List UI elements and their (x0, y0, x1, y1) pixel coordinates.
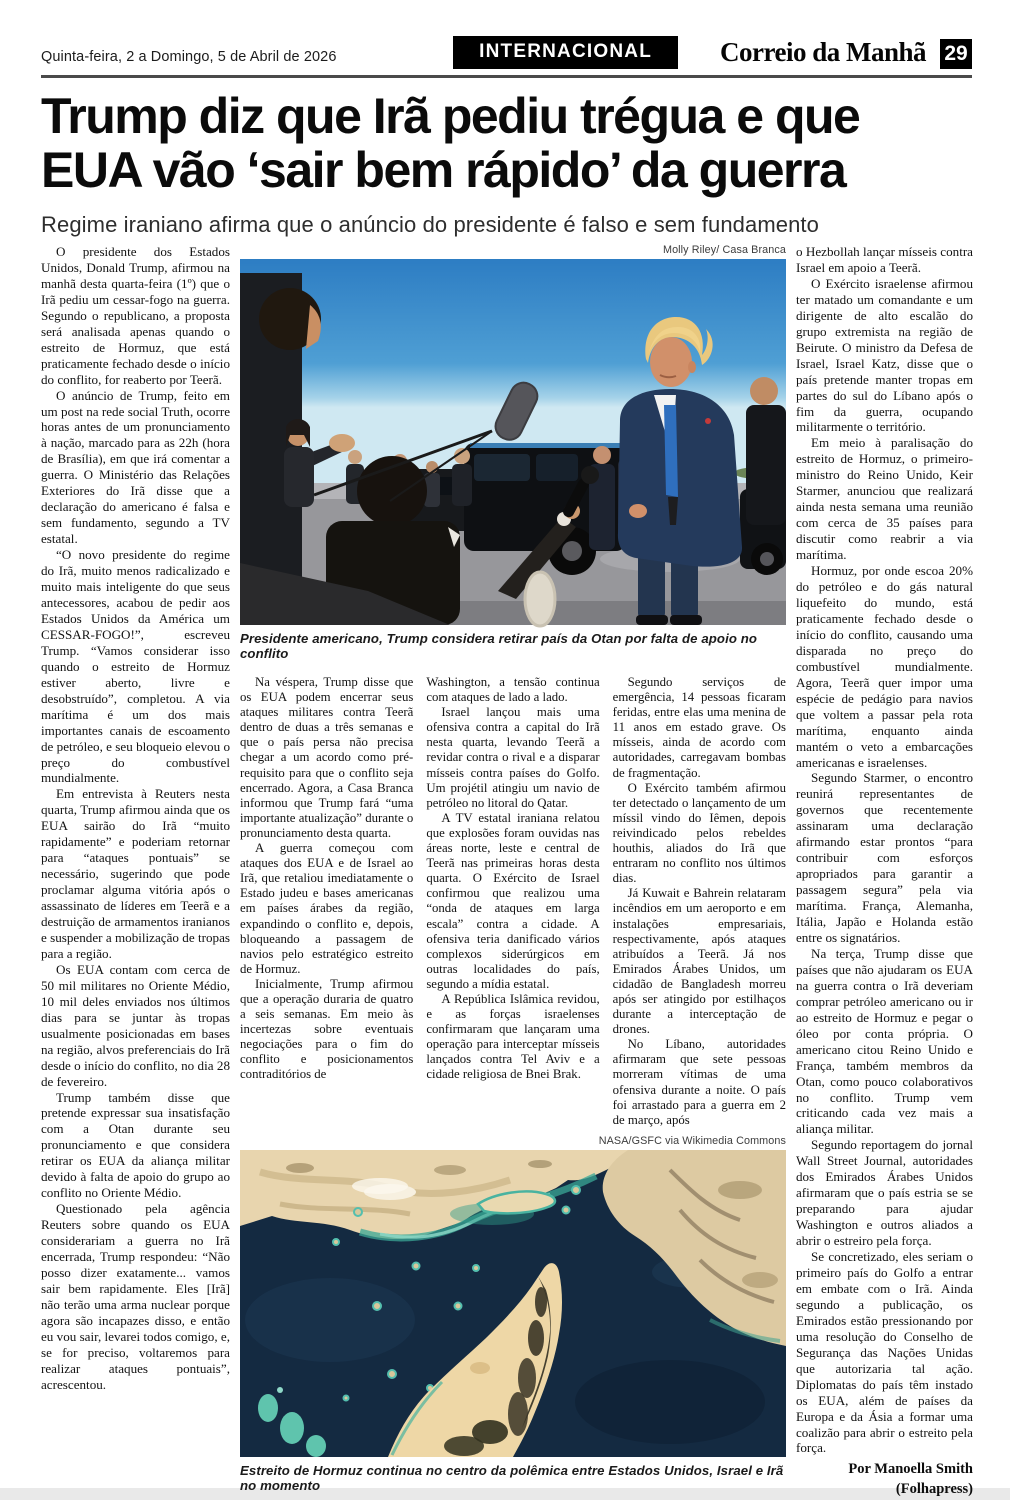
furry-mic (525, 572, 555, 626)
edition-date: Quinta-feira, 2 a Domingo, 5 de Abril de 2026 (41, 49, 337, 65)
article-paragraph: Israel lançou mais uma ofensiva contra a capital do Irã nesta quarta, levando Teerã a revidar contra o rival e a disparar mísseis contra países do Golfo. Um projétil atingiu um navio de petróleo no litoral do Qatar. (426, 705, 600, 810)
article-paragraph: Inicialmente, Trump afirmou que a operação duraria de quatro a seis semanas. Em meio às incertezas sobre eventuais negociações para o fim do conflito e posicionamentos contraditórios de (240, 976, 414, 1082)
photo2-credit: NASA/GSFC via Wikimedia Commons (598, 1135, 786, 1147)
photo1-credit: Molly Riley/ Casa Branca (662, 244, 786, 256)
section-label: INTERNACIONAL (453, 36, 678, 69)
article-column-1 (41, 244, 230, 1500)
article-paragraph: A República Islâmica revidou, e as forças israelenses confirmaram que lançaram uma operação para interceptar mísseis lançados contra Tel Aviv e a cidade religiosa de Bnei Brak. (426, 991, 600, 1082)
masthead (41, 36, 972, 69)
article-paragraph: A guerra começou com ataques dos EUA e de Israel ao Irã, que retaliou imediatamente o Estado judeu e bases americanas em países árabes da região, expandindo o conflito e, depois, bloqueando a passagem de navios pelo estratégico estreito de Hormuz. (240, 841, 414, 976)
headline-line2: EUA vão ‘sair bem rápido’ da guerra (41, 141, 846, 198)
article-paragraph: Segundo Starmer, o encontro reunirá representantes de governos que recentemente assinaram uma declaração afirmando estar prontos “para contribuir com esforços apropriados para garantir a passagem segura” pela via marítima. França, Alemanha, Itália, Japão e Holanda estão entre os signatários. (796, 770, 973, 945)
article-column-2 (240, 675, 413, 1131)
inner-columns (240, 675, 786, 1131)
subheadline: Regime iraniano afirma que o anúncio do presidente é falso e sem fundamento (41, 212, 819, 237)
article-paragraph: Já Kuwait e Bahrein relataram incêndios em um aeroporto e em instalações empresariais, respectivamente, após ataques atribuídos a Teerã. Já nos Emirados Árabes Unidos, um cidadão de Bangladesh morreu após ser atingido por estilhaços durante a interceptação de drones. (612, 886, 786, 1037)
article-paragraph: Em meio à paralisação do estreito de Hormuz, o primeiro-ministro do Reino Unido, Keir Starmer, anunciou que realizará ainda nesta semana uma reunião com cerca de 35 países para discutir como reabrir a via marítima. (796, 435, 973, 563)
photo2-caption: Estreito de Hormuz continua no centro da polêmica entre Estados Unidos, Israel e Irã no momento (240, 1463, 784, 1493)
article-paragraph: Trump também disse que pretende expressar sua insatisfação com a Otan durante seu pronunciamento e que considera retirar os EUA da aliança militar devido à falta de apoio do grupo ao conflito no Oriente Médio. (41, 1089, 230, 1201)
byline-agency: (Folhapress) (895, 1481, 973, 1497)
article-column-3 (426, 675, 599, 1131)
article-paragraph: Na terça, Trump disse que países que não ajudaram os EUA na guerra contra o Irã deveriam comprar petróleo americano ou ir ao estreito de Hormuz e pegar o óleo por conta própria. O americano citou Reino Unido e França, também membros da Otan, como pouco colaborativos no conflito. Trump vem criticando cada vez mais a aliança militar. (796, 945, 973, 1137)
article-paragraph: o Hezbollah lançar mísseis contra Israel em apoio a Teerã. (796, 244, 973, 275)
cloud (352, 1178, 408, 1194)
article-column-5 (796, 244, 973, 1456)
right-column (796, 244, 973, 1500)
article-paragraph: “O novo presidente do regime do Irã, muito menos radicalizado e muito mais inteligente do que seus antecessores, acabou de pedir aos Estados Unidos da América um CESSAR-FOGO!”, escreveu Trump. “Vamos considerar isso quando o estreito de Hormuz estiver aberto, livre e desobstruído”, completou. A via marítima é um dos mais importantes canais de escoamento de petróleo, e seu bloqueio elevou o preço do combustível mundialmente. (41, 547, 230, 786)
article-paragraph: Os EUA contam com cerca de 50 mil militares no Oriente Médio, 10 mil deles enviados nos últimos dias para se juntar às tropas usualmente posicionadas em bases na região, alvos preferenciais do Irã desde o início do conflito, no dia 28 de fevereiro. (41, 961, 230, 1089)
article-paragraph: Se concretizado, eles seriam o primeiro país do Golfo a entrar em embate com o Irã. Ainda segundo a publicação, os Emirados estão pressionando por uma resolução do Conselho de Segurança das Nações Unidas que autorizaria tal ação. Diplomatas do país têm instado os EUA, além de países da Europa e da Ásia a formar uma coalizão para abrir o estreito pela força. (796, 1249, 973, 1456)
article-paragraph: O Exército também afirmou ter detectado o lançamento de um míssil vindo do Iêmen, depois reivindicado pelos rebeldes houthis, aliados do Irã que entraram no conflito nos últimos dias. (612, 780, 786, 886)
article-paragraph: O anúncio de Trump, feito em um post na rede social Truth, ocorre horas antes de um pronunciamento à nação, marcado para as 22h (hora de Brasília), em que irá comentar a guerra. O Ministério das Relações Exteriores do Irã disse que a declaração do americano é falsa e sem fundamento, segundo a TV estatal. (41, 387, 230, 547)
satellite-photo (240, 1150, 786, 1457)
article-paragraph: Hormuz, por onde escoa 20% do petróleo e do gás natural liquefeito do mundo, está praticamente fechado desde o início do conflito, causando uma disparada no preço do combustível mundialmente. Agora, Teerã quer impor uma espécie de pedágio para navios que voltem a passar pela rota marítima, enquanto ainda mantém o veto a embarcações americanas e israelenses. (796, 563, 973, 770)
photo1-caption: Presidente americano, Trump considera retirar país da Otan por falta de apoio no conflito (240, 631, 758, 661)
article-paragraph: A TV estatal iraniana relatou que explosões foram ouvidas nas áreas norte, leste e central de Teerã nas primeiras horas desta quarta. O Exército de Israel confirmou que realizou uma “onda de ataques em larga escala” contra a cidade. A ofensiva teria danificado vários complexos siderúrgicos em outras localidades do país, segundo a mídia estatal. (426, 810, 600, 991)
article-paragraph: Washington, a tensão continua com ataques de lado a lado. (426, 675, 600, 705)
article-paragraph: O presidente dos Estados Unidos, Donald Trump, afirmou na manhã desta quarta-feira (1º) que o Irã pediu um cessar-fogo na guerra. Segundo o republicano, a proposta será analisada apenas quando o estreito de Hormuz, que está praticamente fechado desde o início do conflito, for reaberto por Teerã. (41, 244, 230, 387)
byline (796, 1460, 973, 1499)
satellite-photo-illustration (240, 1150, 786, 1457)
article-paragraph: O Exército israelense afirmou ter matado um comandante e um dirigente de alto escalão do grupo extremista na região de Beirute. O ministro da Defesa de Israel, Israel Katz, disse que o país pretende manter tropas em partes do sul do Líbano após o fim da guerra, ocupando militarmente o território. (796, 275, 973, 435)
article-paragraph: Segundo reportagem do jornal Wall Street Journal, autoridades dos Emirados Árabes Unidos afirmaram que o país estria se se preparando para ajudar Washington e outros aliados a abrir o estreiro pela força. (796, 1137, 973, 1249)
article-paragraph: Na véspera, Trump disse que os EUA podem encerrar seus ataques militares contra Teerã dentro de duas a três semanas e que o país persa não precisa chegar a um acordo como pré-requisito para que o conflito seja encerrado. Agora, a Casa Branca informou que Trump fará “uma importante atualização” durante o pronunciamento desta quarta. (240, 675, 414, 840)
article-paragraph: Em entrevista à Reuters nesta quarta, Trump afirmou ainda que os EUA sairão do Irã “muito rapidamente” e poderiam retornar para “ataques pontuais” se necessário, sugerindo que pode proclamar alguma vitória após o assassinato de líderes em Teerã e a destruição de armamentos iranianos e suspender a mobilização de tropas para a região. (41, 786, 230, 961)
press-photo (240, 259, 786, 625)
page-number: 29 (940, 39, 972, 69)
article-paragraph: Segundo serviços de emergência, 14 pessoas ficaram feridas, entre elas uma menina de 11 anos em estado grave. Os mísseis, ainda de acordo com autoridades, carregavam bombas de fragmentação. (612, 675, 786, 780)
masthead-rule (41, 75, 972, 78)
headline (41, 90, 972, 197)
press-photo-illustration (240, 259, 786, 625)
article-paragraph: No Líbano, autoridades afirmaram que sete pessoas morreram vítimas de uma ofensiva durante a noite. O país foi arrastado para a guerra em 2 de março, após (612, 1037, 786, 1127)
newspaper-brand: Correio da Manhã (720, 37, 926, 67)
headline-line1: Trump diz que Irã pediu trégua e que (41, 88, 860, 144)
article-paragraph: Questionado pela agência Reuters sobre quando os EUA considerariam a guerra no Irã encerrada, Trump respondeu: “Não posso dizer exatamente... vamos sair bem rapidamente. Eles [Irã] não terão uma arma nuclear porque agora são incapazes disso, e então eu vou sair, levarei todos comigo, e, se for preciso, voltaremos para realizar ataques pontuais”, acrescentou. (41, 1201, 230, 1392)
woman-reporter (284, 419, 314, 507)
article-body (41, 244, 972, 1500)
center-column (240, 244, 786, 1500)
article-column-4 (613, 675, 786, 1131)
byline-author: Por Manoella Smith (848, 1461, 973, 1478)
